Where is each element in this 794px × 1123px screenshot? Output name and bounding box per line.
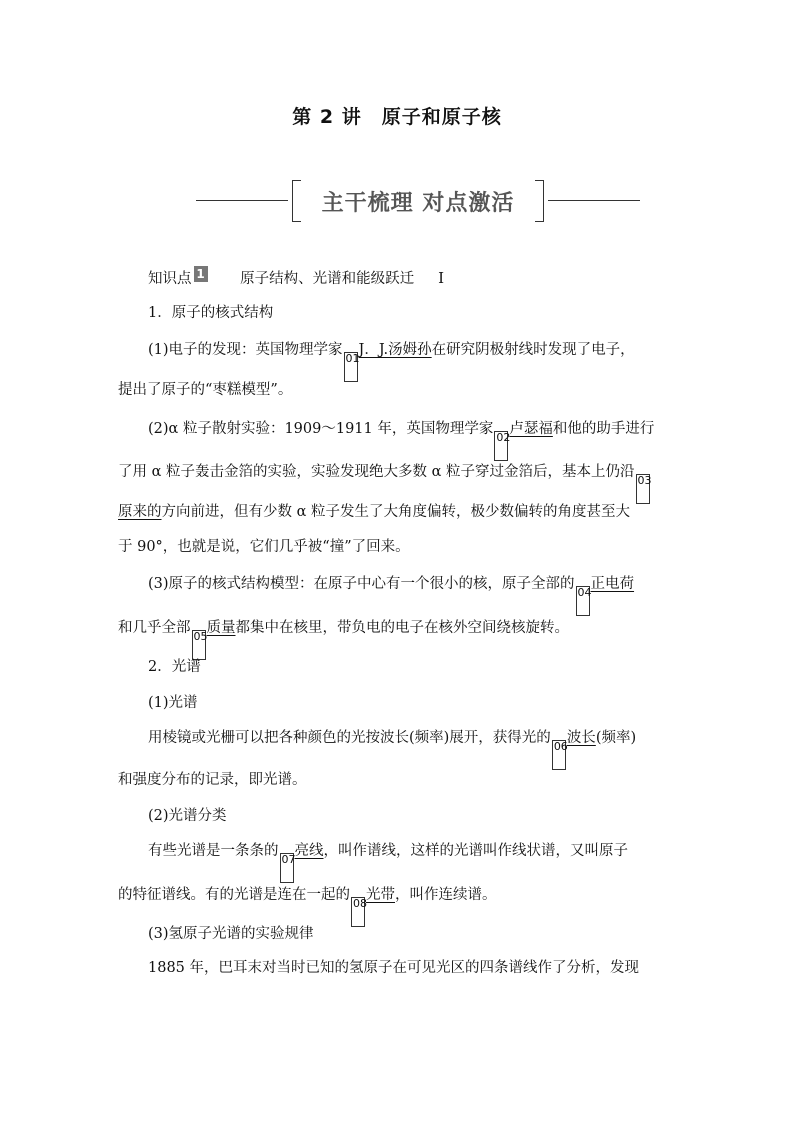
text: 的特征谱线。有的光谱是连在一起的 (118, 887, 350, 903)
text: 和几乎全部 (118, 620, 191, 636)
subheading-hydrogen: (3)氢原子光谱的实验规律 (148, 926, 314, 942)
para-class-line2 (118, 885, 497, 927)
banner-box (292, 180, 544, 222)
blank-number-03: 03 (636, 474, 650, 504)
text: 和他的助手进行 (552, 421, 655, 437)
para-alpha-line2 (118, 462, 651, 504)
kp-level: Ⅰ (438, 269, 445, 287)
text: 方向前进，但有少数 α 粒子发生了大角度偏转，极少数偏转的角度甚至大 (161, 504, 631, 520)
section-banner (196, 180, 640, 224)
para-spectrum-line2: 和强度分布的记录，即光谱。 (118, 772, 307, 788)
banner-rule-left (196, 200, 288, 201)
para-electron-line2: 提出了原子的“枣糕模型”。 (118, 382, 293, 398)
answer-08: 光带 (366, 887, 395, 903)
text: (2)α 粒子散射实验：1909～1911 年，英国物理学家 (148, 421, 494, 437)
blank-number-08: 08 (351, 897, 365, 927)
para-spectrum-line1 (148, 728, 636, 770)
answer-06: 波长 (566, 730, 596, 746)
blank-number-02: 02 (494, 431, 508, 461)
text: 都集中在核里，带负电的电子在核外空间绕核旋转。 (235, 620, 569, 636)
page-title: 第 2 讲 原子和原子核 (292, 106, 502, 128)
answer-01: J．J.汤姆孙 (358, 342, 432, 358)
blank-number-06: 06 (552, 740, 566, 770)
text: (频率) (595, 730, 637, 746)
blank-number-04: 04 (576, 586, 590, 616)
para-electron-line1 (148, 340, 635, 382)
subheading-spectrum: (1)光谱 (148, 695, 198, 711)
knowledge-point-line (148, 266, 444, 289)
text: ，叫作谱线，这样的光谱叫作线状谱，又叫原子 (323, 843, 628, 859)
text: 了用 α 粒子轰击金箔的实验，实验发现绝大多数 α 粒子穿过金箔后，基本上仍沿 (118, 464, 635, 480)
text: 用棱镜或光栅可以把各种颜色的光按波长(频率)展开，获得光的 (148, 730, 551, 746)
para-class-line1 (148, 841, 628, 883)
blank-number-01: 01 (344, 352, 358, 382)
kp-topic: 原子结构、光谱和能级跃迁 (240, 271, 415, 287)
blank-number-07: 07 (280, 853, 294, 883)
text: 在研究阴极射线时发现了电子， (431, 342, 635, 358)
text: ，叫作连续谱。 (395, 887, 497, 903)
para-hydrogen-line1: 1885 年，巴耳末对当时已知的氢原子在可见光区的四条谱线作了分析，发现 (148, 960, 640, 976)
banner-rule-right (548, 200, 640, 201)
answer-02: 卢瑟福 (509, 421, 553, 437)
text: (1)电子的发现：英国物理学家 (148, 342, 343, 358)
text: 有些光谱是一条条的 (148, 843, 279, 859)
section-heading-2: 2．光谱 (148, 659, 201, 675)
para-alpha-line4: 于 90°，也就是说，它们几乎被“撞”了回来。 (118, 539, 410, 555)
para-model-line1 (148, 574, 634, 616)
answer-03: 原来的 (118, 504, 162, 520)
kp-number-badge: 1 (194, 266, 208, 282)
blank-number-05: 05 (192, 630, 206, 660)
section-heading-1: 1．原子的核式结构 (148, 305, 274, 321)
banner-text: 主干梳理 对点激活 (321, 190, 515, 216)
kp-prefix: 知识点 (148, 271, 192, 287)
para-model-line2 (118, 618, 569, 660)
para-alpha-line3 (118, 502, 630, 522)
subheading-classification: (2)光谱分类 (148, 808, 227, 824)
answer-07: 亮线 (294, 843, 324, 859)
answer-04: 正电荷 (590, 576, 635, 592)
text: (3)原子的核式结构模型：在原子中心有一个很小的核，原子全部的 (148, 576, 575, 592)
answer-05: 质量 (206, 620, 236, 636)
para-alpha-line1 (148, 419, 654, 461)
